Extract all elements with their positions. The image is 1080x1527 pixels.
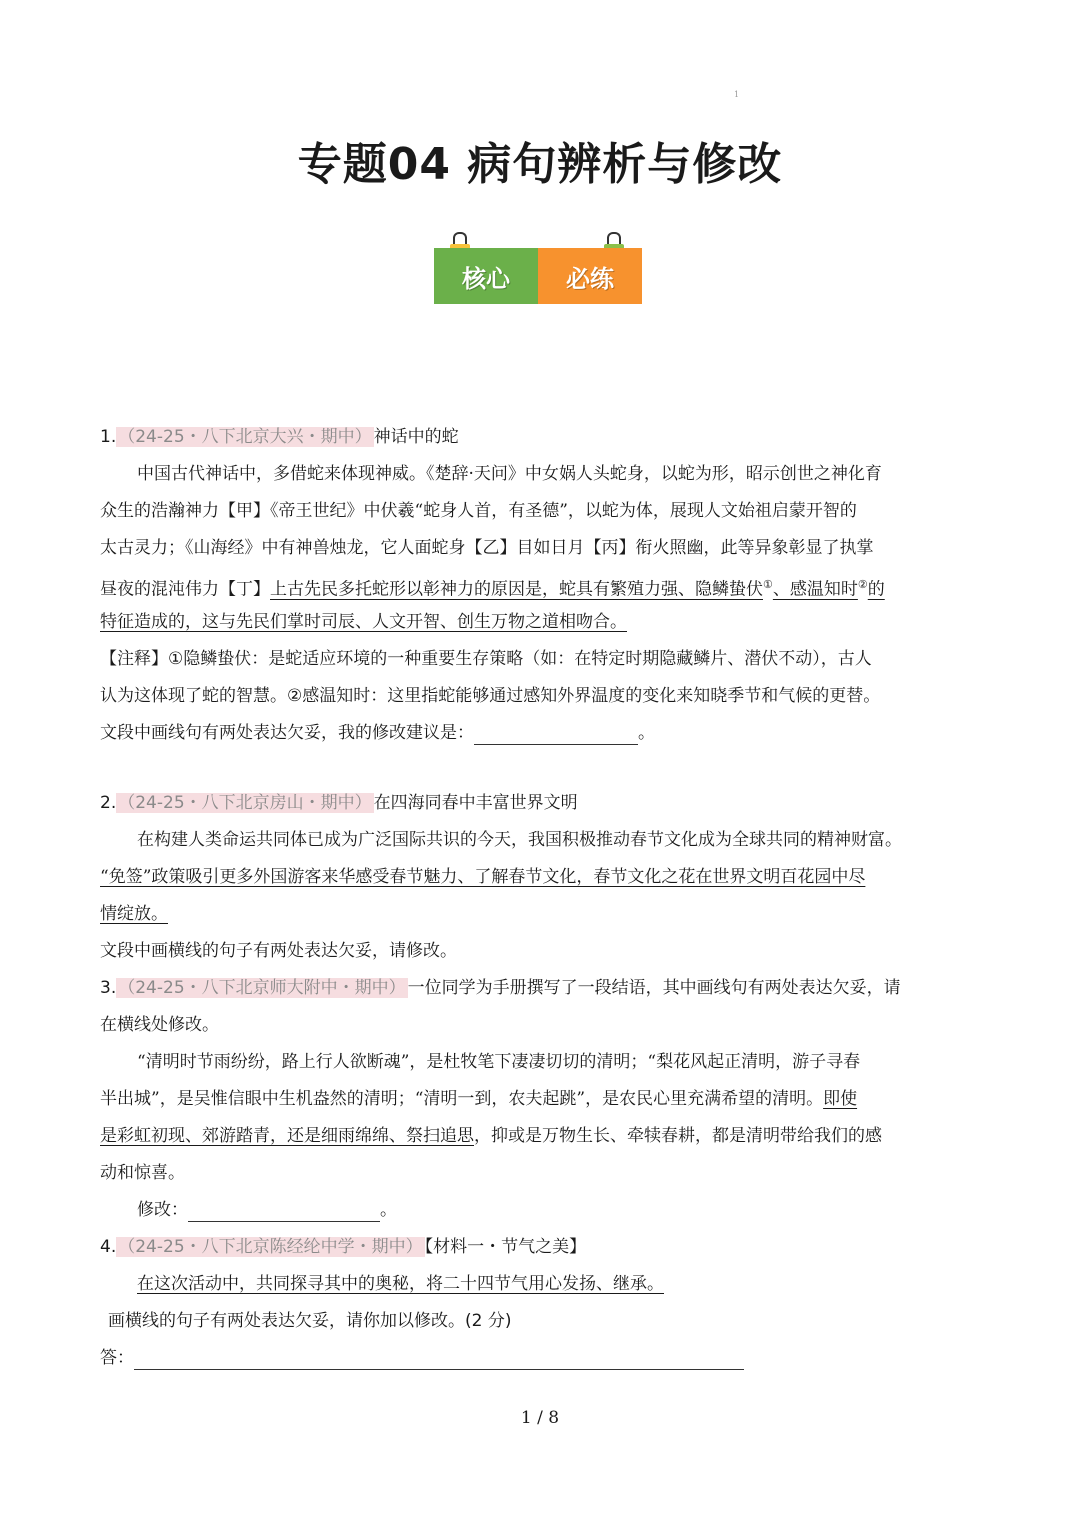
q1-line-5: 特征造成的，这与先民们掌时司辰、人文开智、创生万物之道相吻合。	[100, 612, 627, 632]
q1-answer-blank[interactable]	[474, 726, 638, 745]
q1-underlined-part-3: 的	[867, 579, 885, 600]
q2-number: 2.	[100, 793, 117, 813]
q1-line-3: 太古灵力；《山海经》中有神兽烛龙，它人面蛇身【乙】目如日月【丙】衔火照幽，此等异象彰显了执掌	[100, 538, 874, 558]
q4-heading	[100, 1235, 586, 1259]
q3-line-3-plain: ，抑或是万物生长、牵犊春耕，都是清明带给我们的感	[474, 1126, 882, 1146]
q3-intro-1: 一位同学为手册撰写了一段结语，其中画线句有两处表达欠妥，请	[407, 978, 901, 998]
q1-line-4	[100, 573, 885, 602]
q3-line-3	[100, 1124, 882, 1148]
q1-note-ref-2: ②	[857, 578, 868, 591]
q4-answer	[100, 1346, 744, 1370]
q4-source: （24-25・八下北京陈经纶中学・期中）	[118, 1237, 423, 1257]
q2-topic: 在四海同春中丰富世界文明	[373, 793, 578, 813]
q3-fix-end: 。	[380, 1200, 397, 1220]
q1-underlined-part-2: 、感温知时	[772, 579, 858, 600]
q4-underlined-sentence: 在这次活动中，共同探寻其中的奥秘，将二十四节气用心发扬、继承。	[137, 1274, 664, 1294]
q1-line-2: 众生的浩瀚神力【甲】《帝王世纪》中伏羲“蛇身人首，有圣德”，以蛇为体，展现人文始祖启蒙开智的	[100, 501, 857, 521]
q1-underlined-sentence: 上古先民多托蛇形以彰神力的原因是，蛇具有繁殖力强、隐鳞蛰伏	[270, 579, 763, 600]
q3-line-1: “清明时节雨纷纷，路上行人欲断魂”，是杜牧笔下凄凄切切的清明；“梨花风起正清明，游子寻春	[137, 1052, 861, 1072]
badge-left-label: 核心	[434, 248, 538, 304]
corner-mark: 1	[734, 90, 740, 99]
q3-source: （24-25・八下北京师大附中・期中）	[118, 978, 406, 998]
q3-underlined-start: 即使	[823, 1089, 858, 1109]
q3-number: 3.	[100, 978, 117, 998]
q4-number: 4.	[100, 1237, 117, 1257]
q1-source: （24-25・八下北京大兴・期中）	[118, 427, 372, 447]
q2-source: （24-25・八下北京房山・期中）	[118, 793, 372, 813]
q1-prompt-text: 文段中画线句有两处表达欠妥，我的修改建议是：	[100, 723, 474, 743]
q2-line-3: 情绽放。	[100, 904, 168, 924]
q1-prompt	[100, 721, 655, 745]
q3-intro-2: 在横线处修改。	[100, 1015, 219, 1035]
q3-answer-blank[interactable]	[188, 1203, 380, 1222]
q3-fix	[137, 1198, 397, 1222]
q4-material: 【材料一・节气之美】	[424, 1237, 587, 1257]
q1-prompt-end: 。	[638, 723, 655, 743]
q1-line-4-plain: 昼夜的混沌伟力【丁】	[100, 579, 270, 600]
page-title: 专题04 病句辨析与修改	[297, 139, 783, 190]
q2-line-2: “免签”政策吸引更多外国游客来华感受春节魅力、了解春节文化，春节文化之花在世界文明百花园中尽	[100, 867, 866, 887]
q2-prompt: 文段中画横线的句子有两处表达欠妥，请修改。	[100, 941, 457, 961]
q3-underlined-sentence: 是彩虹初现、郊游踏青，还是细雨绵绵、祭扫追思	[100, 1126, 474, 1146]
q1-note-ref-1: ①	[763, 578, 773, 591]
q4-answer-label: 答：	[100, 1348, 134, 1368]
badge-right-label: 必练	[538, 248, 642, 304]
core-practice-badge	[434, 232, 642, 306]
q4-prompt: 画横线的句子有两处表达欠妥，请你加以修改。(2 分)	[108, 1311, 512, 1331]
page-number: 1 / 8	[520, 1408, 560, 1428]
q3-line-4: 动和惊喜。	[100, 1163, 185, 1183]
q1-number: 1.	[100, 427, 117, 447]
q2-line-1: 在构建人类命运共同体已成为广泛国际共识的今天，我国积极推动春节文化成为全球共同的精神财富。	[137, 830, 902, 850]
q4-answer-blank[interactable]	[134, 1351, 744, 1370]
q1-topic: 神话中的蛇	[373, 427, 459, 447]
q3-line-2	[100, 1087, 857, 1111]
q3-heading	[100, 976, 901, 1000]
q3-line-2-plain: 半出城”，是吴惟信眼中生机盎然的清明；“清明一到，农夫起跳”，是农民心里充满希望的清明。	[100, 1089, 824, 1109]
q1-note-1: 【注释】①隐鳞蛰伏：是蛇适应环境的一种重要生存策略（如：在特定时期隐藏鳞片、潜伏不动），古人	[100, 649, 872, 669]
q3-fix-label: 修改：	[137, 1200, 188, 1220]
q1-heading	[100, 425, 459, 449]
q1-line-1: 中国古代神话中，多借蛇来体现神威。《楚辞·天问》中女娲人头蛇身，以蛇为形，昭示创世之神化育	[137, 464, 882, 484]
q2-heading	[100, 791, 578, 815]
q1-note-2: 认为这体现了蛇的智慧。②感温知时：这里指蛇能够通过感知外界温度的变化来知晓季节和气候的更替。	[100, 686, 881, 706]
